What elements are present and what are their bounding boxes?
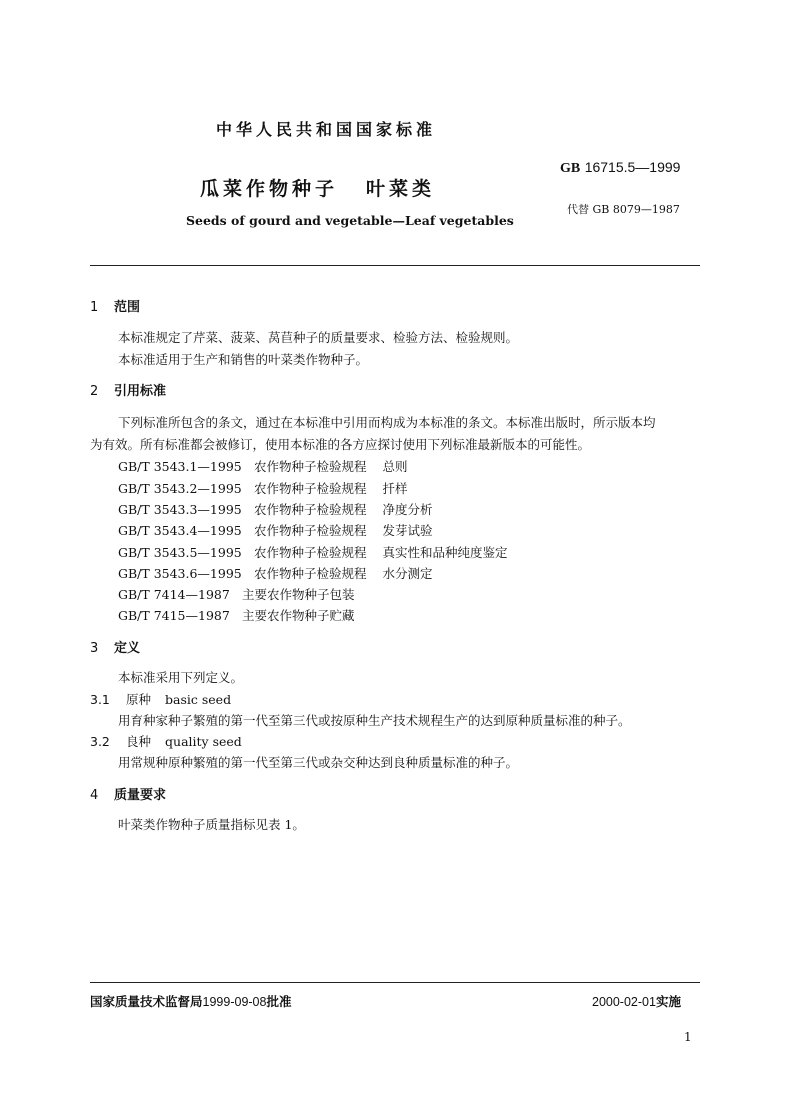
title-zh-part1: 瓜菜作物种子: [200, 178, 339, 200]
reference-title: 农作物种子检验规程: [254, 481, 367, 496]
reference-subtitle: 水分测定: [382, 566, 433, 581]
approve-date: 1999-09-08: [202, 995, 267, 1009]
paragraph: 本标准适用于生产和销售的叶菜类作物种子。: [118, 352, 369, 367]
reference-item: [118, 585, 355, 603]
reference-item: [118, 500, 433, 518]
paragraph: 用常规种原种繁殖的第一代至第三代或杂交种达到良种质量标准的种子。: [118, 755, 519, 770]
reference-title: 农作物种子检验规程: [254, 566, 367, 581]
standard-number: [560, 159, 680, 177]
section-title: 范围: [114, 300, 141, 315]
section-3-heading: [90, 637, 140, 656]
effective-suffix: 实施: [655, 994, 681, 1009]
reference-item: [118, 543, 508, 561]
reference-item: [118, 564, 433, 582]
paragraph: 本标准采用下列定义。: [118, 670, 244, 685]
reference-code: GB/T 3543.4—1995: [118, 523, 242, 538]
paragraph: 用育种家种子繁殖的第一代至第三代或按原种生产技术规程生产的达到原种质量标准的种子。: [118, 713, 631, 728]
reference-title: 农作物种子检验规程: [254, 502, 367, 517]
reference-subtitle: 总则: [382, 459, 408, 474]
reference-title: 农作物种子检验规程: [254, 523, 367, 538]
reference-code: GB/T 3543.2—1995: [118, 481, 242, 496]
reference-item: [118, 457, 408, 475]
reference-subtitle: 净度分析: [382, 502, 433, 517]
reference-code: GB/T 7415—1987: [118, 608, 230, 623]
reference-item: [118, 479, 408, 497]
reference-subtitle: 真实性和品种纯度鉴定: [382, 545, 508, 560]
section-number: 3: [90, 641, 99, 656]
paragraph: 为有效。所有标准都会被修订，使用本标准的各方应探讨使用下列标准最新版本的可能性。: [90, 437, 591, 452]
footer-divider: [90, 982, 700, 983]
section-number: 4: [90, 788, 99, 803]
effective-note: [592, 992, 681, 1010]
replaces-note: 代替 GB 8079—1987: [567, 203, 680, 216]
reference-title: 主要农作物种子贮藏: [242, 608, 355, 623]
reference-code: GB/T 3543.1—1995: [118, 459, 242, 474]
approval-note: [90, 992, 291, 1010]
reference-item: [118, 521, 433, 539]
term-en: basic seed: [165, 692, 232, 707]
header-divider: [90, 265, 700, 266]
section-1-heading: [90, 296, 140, 315]
document-title-zh: [200, 174, 435, 201]
term-en: quality seed: [165, 734, 242, 749]
section-number: 2: [90, 384, 99, 399]
section-title: 引用标准: [114, 384, 167, 399]
section-title: 定义: [114, 641, 141, 656]
reference-subtitle: 发芽试验: [382, 523, 433, 538]
standard-code: 16715.5—1999: [584, 159, 681, 175]
paragraph: 下列标准所包含的条文，通过在本标准中引用而构成为本标准的条文。本标准出版时，所示版本均: [118, 415, 656, 430]
definition-3-1-heading: [90, 690, 231, 708]
title-zh-part2: 叶菜类: [366, 178, 436, 200]
paragraph: 叶菜类作物种子质量指标见表 1。: [118, 817, 305, 832]
approver: 国家质量技术监督局: [90, 994, 203, 1009]
document-title-en: Seeds of gourd and vegetable—Leaf vegetables: [186, 213, 514, 228]
section-number: 1: [90, 300, 99, 315]
reference-code: GB/T 3543.6—1995: [118, 566, 242, 581]
reference-code: GB/T 7414—1987: [118, 587, 230, 602]
term-zh: 良种: [126, 734, 152, 749]
approve-suffix: 批准: [266, 994, 292, 1009]
section-4-heading: [90, 784, 166, 803]
reference-title: 农作物种子检验规程: [254, 545, 367, 560]
paragraph: 本标准规定了芹菜、菠菜、莴苣种子的质量要求、检验方法、检验规则。: [118, 330, 519, 345]
reference-title: 主要农作物种子包装: [242, 587, 355, 602]
section-2-heading: [90, 380, 166, 399]
definition-3-2-heading: [90, 732, 242, 750]
reference-title: 农作物种子检验规程: [254, 459, 367, 474]
subsection-number: 3.2: [90, 734, 110, 749]
reference-code: GB/T 3543.3—1995: [118, 502, 242, 517]
reference-code: GB/T 3543.5—1995: [118, 545, 242, 560]
page-number: 1: [684, 1030, 692, 1044]
reference-subtitle: 扦样: [382, 481, 408, 496]
effective-date: 2000-02-01: [592, 995, 656, 1009]
section-title: 质量要求: [114, 788, 167, 803]
reference-item: [118, 606, 355, 624]
national-standard-title: 中华人民共和国国家标准: [215, 120, 436, 139]
subsection-number: 3.1: [90, 692, 110, 707]
standard-prefix: GB: [560, 161, 581, 176]
term-zh: 原种: [126, 692, 152, 707]
